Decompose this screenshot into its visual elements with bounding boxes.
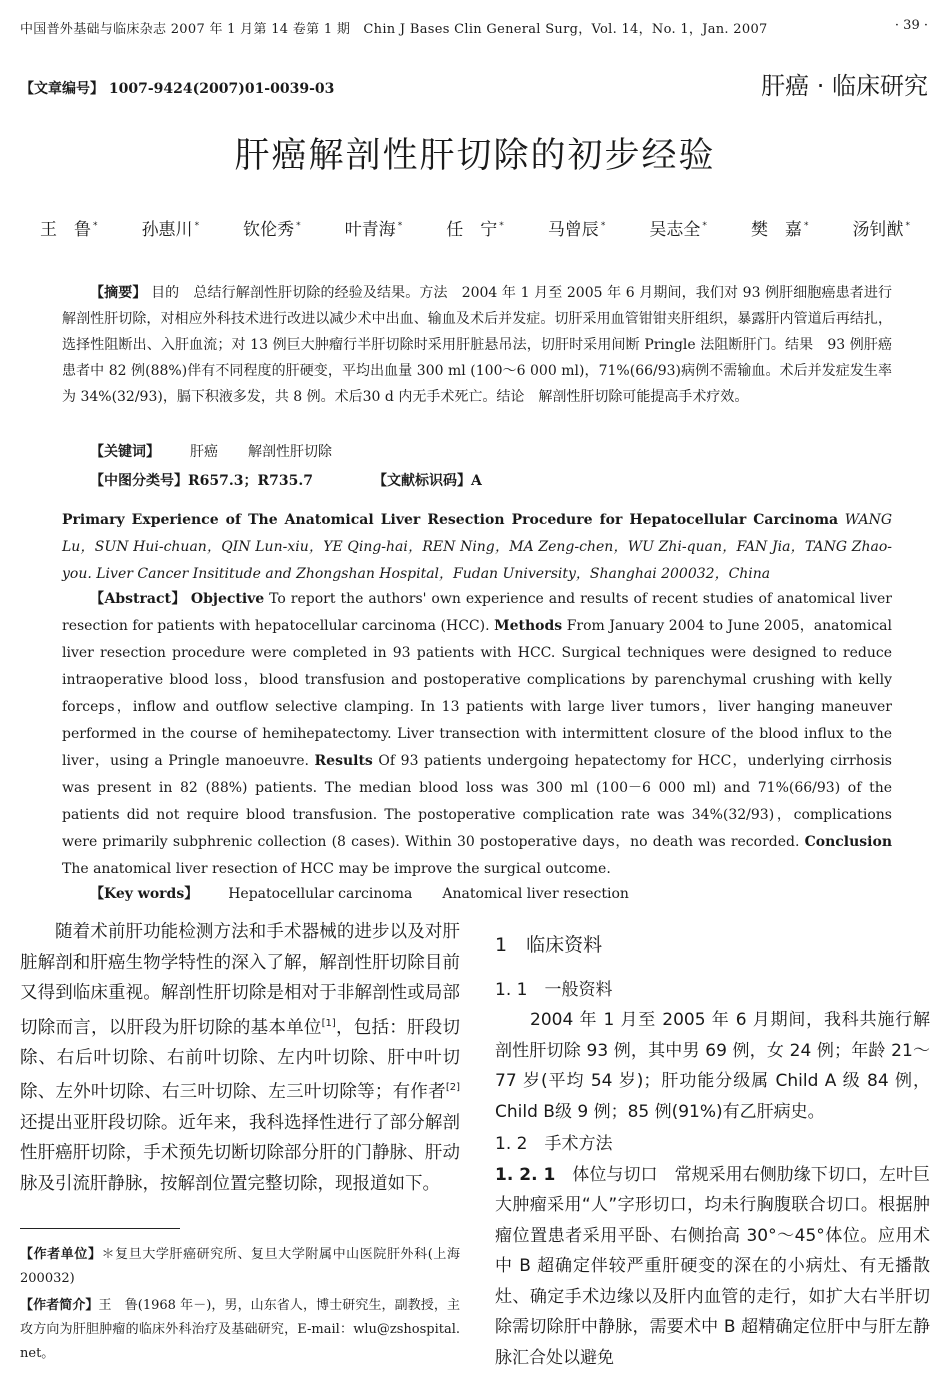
footnote-author-bio: 【作者简介】王 鲁(1968 年－)，男，山东省人，博士研究生，副教授，主攻方向为肝胆肿瘤的临床外科治疗及基础研究，E-mail：wlu@zshospital. net。 xyxy=(20,1298,460,1361)
introduction-paragraph: 随着术前肝功能检测方法和手术器械的进步以及对肝脏解剖和肝癌生物学特性的深入了解，解剖性肝切除目前又得到临床重视。解剖性肝切除是相对于非解剖性或局部切除而言，以肝段为肝切除的基本单位[1]，包括：肝段切除、右后叶切除、右前叶切除、左内叶切除、肝中叶切除、左外叶切除、右三叶切除、左三叶切除等；有作者[2]还提出亚肝段切除。近年来，我科选择性进行了部分解剖性肝癌肝切除，手术预先切断切除部分肝的门静脉、肝动脉及引流肝静脉，按解剖位置完整切除，现报道如下。 xyxy=(20,922,461,1194)
author: 任 宁 * xyxy=(446,220,504,240)
author: 汤钊猷 * xyxy=(852,220,910,240)
citation-link[interactable]: [2] xyxy=(445,1082,460,1094)
keywords-row: 【关键词】 肝癌 解剖性肝切除 xyxy=(90,444,332,460)
citation-link[interactable]: [1] xyxy=(321,1017,336,1029)
keyword: 肝癌 xyxy=(190,444,218,460)
abstract-text: 目的 总结行解剖性肝切除的经验及结果。方法 2004 年 1 月至 2005 年 6 月期间，我们对 93 例肝细胞癌患者进行解剖性肝切除，对相应外科技术进行改进以减少术中出血、输血及术后并发症。切肝采用血管钳钳夹肝组织，暴露肝内管道后再结扎，选择性阻断出、入肝血流；对 13 例巨大肿瘤行半肝切除时采用肝脏悬吊法，切肝时采用间断 Pringle 法阻断肝门。结果 93 例肝癌患者中 82 例(88%)伴有不同程度的肝硬变，平均出血量 300 ml (100～6 000 ml)，71%(66/93)病例不需输血。术后并发症发生率为 34%(32/93)，膈下积液多发，共 8 例。术后30 d 内无手术死亡。结论 解剖性肝切除可能提高手术疗效。 xyxy=(62,285,893,405)
author: 马曾辰 * xyxy=(547,220,606,240)
author: 钦伦秀 * xyxy=(243,220,301,240)
document-code: A xyxy=(470,473,482,489)
classification-row: 【中图分类号】R657.3；R735.7 【文献标识码】A xyxy=(90,473,482,489)
author: 叶青海 * xyxy=(344,220,403,240)
english-title: Primary Experience of The Anatomical Liver Resection Procedure for Hepatocellular Carcinoma xyxy=(62,512,839,528)
keyword: Anatomical liver resection xyxy=(442,886,629,902)
journal-header: 中国普外基础与临床杂志 2007 年 1 月第 14 卷第 1 期 Chin J Bases Clin General Surg，Vol. 14，No. 1，Jan. 2007 xyxy=(20,22,768,37)
footnote-affiliation: 【作者单位】＊复旦大学肝癌研究所、复旦大学附属中山医院肝外科(上海 200032) xyxy=(20,1247,460,1286)
body-paragraph: 1. 2. 1 体位与切口 常规采用右侧肋缘下切口，左叶巨大肿瘤采用“人”字形切口，均未行胸腹联合切口。根据肿瘤位置患者采用平卧、右侧抬高 30°～45°体位。应用术中 B 超确定伴较严重肝硬变的深在的小病灶、有无播散灶、确定手术边缘以及肝内血管的走行，如扩大右半肝切除需切除肝中静脉，需要术中 B 超精确定位肝中与肝左静脉汇合处以避免 xyxy=(495,1164,930,1368)
body-paragraph: 2004 年 1 月至 2005 年 6 月期间，我科共施行解剖性肝切除 93 例，其中男 69 例，女 24 例；年龄 21～77 岁(平均 54 岁)；肝功能分级属 Child A 级 84 例，Child B级 9 例；85 例(91%)有乙肝病史。 xyxy=(495,1010,930,1122)
section-tag: 肝癌 · 临床研究 xyxy=(761,72,928,100)
introduction-column xyxy=(20,917,460,1199)
clinical-data-column xyxy=(495,926,930,1373)
subsection-heading: 1. 2 手术方法 xyxy=(495,1134,613,1154)
english-title-block xyxy=(62,507,892,588)
section-heading: 1 临床资料 xyxy=(495,934,603,956)
footnote-divider xyxy=(20,1228,180,1229)
keyword: Hepatocellular carcinoma xyxy=(228,886,413,902)
english-keywords-row: 【Key words】 Hepatocellular carcinoma Anatomical liver resection xyxy=(90,886,629,902)
article-title: 肝癌解剖性肝切除的初步经验 xyxy=(234,136,716,176)
english-abstract: 【Abstract】 Objective To report the authors' own experience and results of recent studies of anatomical liver resection for patients with hepatocellular carcinoma (HCC). Methods From January 2004 to June 2005，anatomical liver resection procedure were completed in 93 patients with HCC. Surgical techniques were designed to reduce intraoperative blood loss，blood transfusion and postoperative complications by parenchymal crushing with kelly forceps，inflow and outflow selective clamping. In 13 patients with large liver tumors，liver hanging maneuver performed in the course of hemihepatectomy. Liver transection with intermittent closure of the blood influx to the liver，using a Pringle manoeuvre. Results Of 93 patients undergoing hepatectomy for HCC，underlying cirrhosis was present in 82 (88%) patients. The median blood loss was 300 ml (100－6 000 ml) and 71%(66/93) of the patients did not require blood transfusion. The postoperative complication rate was 34%(32/93)，complications were primarily subphrenic collection (8 cases). Within 30 postoperative days，no death was recorded. Conclusion The anatomical liver resection of HCC may be improve the surgical outcome. xyxy=(62,591,893,877)
subsection-heading: 1. 1 一般资料 xyxy=(495,979,613,1000)
article-number: 【文章编号】 1007-9424(2007)01-0039-03 xyxy=(20,81,335,97)
abstract-label: 【摘要】 xyxy=(90,285,147,301)
classification-number: R657.3；R735.7 xyxy=(188,473,313,489)
english-authors-affiliation: WANG Lu，SUN Hui-chuan，QIN Lun-xiu，YE Qing-hai，REN Ning，MA Zeng-chen，WU Zhi-quan，FAN Jia，TANG Zhao-you. Liver Cancer Insititude and Zhongshan Hospital，Fudan University，Shanghai 200032，China xyxy=(62,512,893,582)
author: 樊 嘉 * xyxy=(750,220,809,240)
author: 王 鲁 * xyxy=(40,220,98,240)
author: 孙惠川 * xyxy=(141,220,200,240)
keyword: 解剖性肝切除 xyxy=(248,444,332,460)
author: 吴志全 * xyxy=(649,220,707,240)
chinese-abstract xyxy=(62,280,892,410)
page-number: · 39 · xyxy=(894,18,928,33)
author-list xyxy=(40,215,910,240)
